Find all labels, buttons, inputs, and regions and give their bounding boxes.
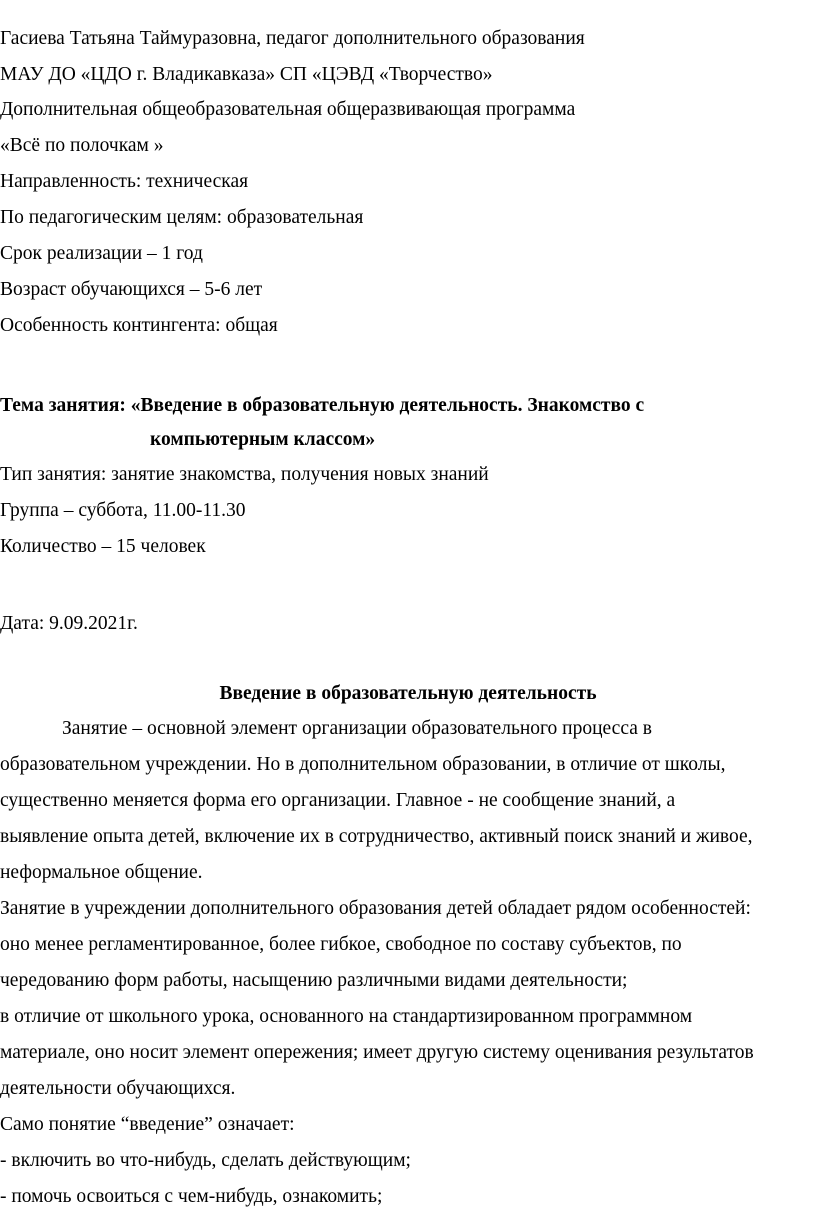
body-line: в отличие от школьного урока, основанного на стандартизированном программном [0, 1006, 693, 1027]
goals-line: По педагогическим целям: образовательная [0, 207, 364, 228]
topic-line-1: Тема занятия: «Введение в образовательную деятельность. Знакомство с [0, 395, 645, 416]
body-line: Само понятие “введение” означает: [0, 1114, 295, 1135]
program-name-line: «Всё по полочкам » [0, 135, 164, 156]
term-line: Срок реализации – 1 год [0, 243, 203, 264]
body-line: выявление опыта детей, включение их в сотрудничество, активный поиск знаний и живое, [0, 826, 753, 847]
body-line: неформальное общение. [0, 862, 203, 883]
count-line: Количество – 15 человек [0, 536, 206, 557]
body-line: деятельности обучающихся. [0, 1078, 236, 1099]
body-line: чередованию форм работы, насыщению различными видами деятельности; [0, 970, 628, 991]
lesson-type-line: Тип занятия: занятие знакомства, получения новых знаний [0, 464, 489, 485]
date-line: Дата: 9.09.2021г. [0, 613, 138, 634]
institution-line: МАУ ДО «ЦДО г. Владикавказа» СП «ЦЭВД «Творчество» [0, 64, 493, 85]
list-item: - включить во что-нибудь, сделать действующим; [0, 1150, 411, 1171]
section-title: Введение в образовательную деятельность [219, 683, 597, 704]
body-line: образовательном учреждении. Но в дополнительном образовании, в отличие от школы, [0, 754, 726, 775]
body-line: Занятие в учреждении дополнительного образования детей обладает рядом особенностей: [0, 898, 751, 919]
body-line: материале, оно носит элемент опережения; имеет другую систему оценивания результатов [0, 1042, 754, 1063]
direction-line: Направленность: техническая [0, 171, 249, 192]
list-item: - помочь освоиться с чем-нибудь, ознакомить; [0, 1186, 383, 1207]
age-line: Возраст обучающихся – 5-6 лет [0, 279, 263, 300]
body-line: оно менее регламентированное, более гибкое, свободное по составу субъектов, по [0, 934, 682, 955]
topic-line-2: компьютерным классом» [150, 429, 376, 450]
body-line: Занятие – основной элемент организации образовательного процесса в [62, 718, 652, 739]
body-line: существенно меняется форма его организации. Главное - не сообщение знаний, а [0, 790, 676, 811]
author-line: Гасиева Татьяна Таймуразовна, педагог дополнительного образования [0, 28, 585, 49]
program-line: Дополнительная общеобразовательная общеразвивающая программа [0, 99, 576, 120]
group-line: Группа – суббота, 11.00-11.30 [0, 500, 246, 521]
contingent-line: Особенность контингента: общая [0, 315, 278, 336]
